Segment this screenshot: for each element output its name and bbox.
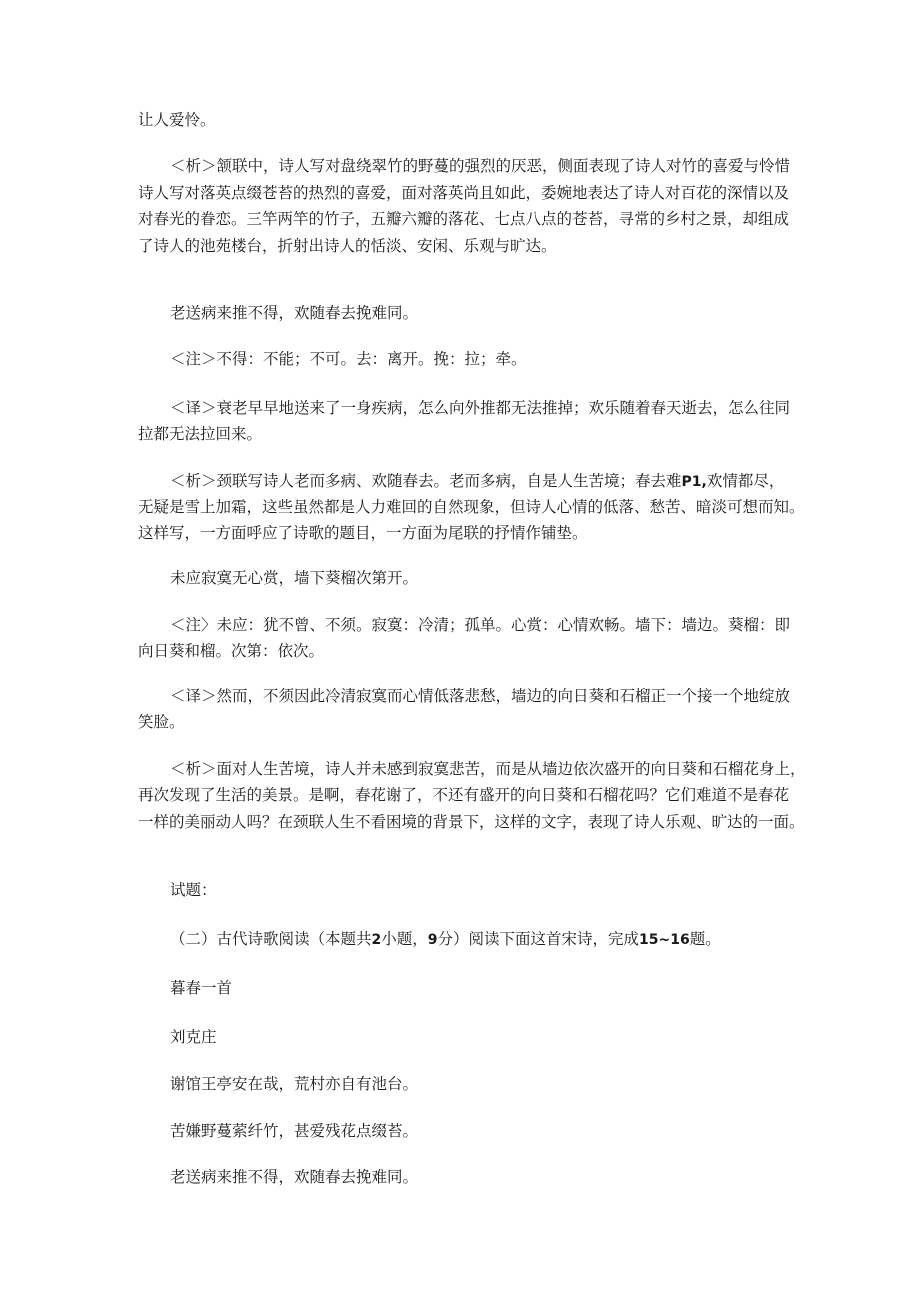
translation-line: 笑脸。 (138, 713, 185, 731)
instruction-number: 2 (371, 932, 382, 948)
note-line: ＜注〉未应：犹不曾、不须。寂寞：冷清；孤单。心赏：心情欢畅。墙下：墙边。葵榴：即 (170, 616, 791, 634)
analysis-paragraph-line: 再次发现了生活的美景。是啊，春花谢了，不还有盛开的向日葵和石榴花吗？它们难道不是春花 (138, 786, 790, 804)
analysis-paragraph-line: ＜析＞颔联中，诗人写对盘绕翠竹的野蔓的强烈的厌恶，侧面表现了诗人对竹的喜爱与怜惜 (170, 157, 791, 175)
question-instruction (170, 927, 721, 952)
instruction-text: 小题， (381, 930, 428, 948)
poem-title: 暮春一首 (170, 979, 233, 997)
instruction-text: （二）古代诗歌阅读（本题共 (170, 930, 372, 948)
translation-line: ＜译＞然而，不须因此冷清寂寞而心情低落悲愁，墙边的向日葵和石榴正一个接一个地绽放 (170, 687, 791, 705)
poem-line: 老送病来推不得，欢随春去挽难同。 (170, 1168, 419, 1186)
translation-line: ＜译＞衰老早早地送来了一身疾病，怎么向外推都无法推掉；欢乐随着春天逝去，怎么往同 (170, 399, 791, 417)
analysis-paragraph-line: 无疑是雪上加霜，这些虽然都是人力难回的自然现象，但诗人心情的低落、愁苦、暗淡可想而知。 (138, 498, 805, 516)
analysis-paragraph-line: ＜析＞面对人生苦境，诗人并未感到寂寞悲苦，而是从墙边依次盛开的向日葵和石榴花身上， (170, 760, 806, 778)
instruction-text: 分）阅读下面这首宋诗，完成 (437, 930, 640, 948)
analysis-text: ＜析＞颈联写诗人老而多病、欢随春去。老而多病，自是人生苦境；春去难 (170, 472, 682, 490)
analysis-paragraph-line: 对春光的眷恋。三竿两竿的竹子，五瓣六瓣的落花、七点八点的苍苔，寻常的乡村之景，却组成 (138, 210, 790, 228)
section-heading: 试题： (170, 881, 217, 899)
poem-line: 老送病来推不得，欢随春去挽难同。 (170, 304, 419, 322)
poem-line: 未应寂寞无心赏，墙下葵榴次第开。 (170, 569, 419, 587)
note-line: ＜注＞不得：不能；不可。去：离开。挽：拉；牵。 (170, 350, 527, 368)
analysis-paragraph-line: 一样的美丽动人吗？在颈联人生不看困境的背景下，这样的文字，表现了诗人乐观、旷达的一面。 (138, 813, 805, 831)
instruction-number: 9 (427, 932, 438, 948)
note-line: 向日葵和榴。次第：依次。 (138, 642, 325, 660)
poem-line: 谢馆王亭安在哉，荒村亦自有池台。 (170, 1075, 419, 1093)
poem-line: 苦嫌野蔓萦纤竹，甚爱残花点缀苔。 (170, 1122, 419, 1140)
analysis-paragraph-line (170, 469, 784, 494)
analysis-paragraph-line: 了诗人的池苑楼台，折射出诗人的恬淡、安闲、乐观与旷达。 (138, 237, 557, 255)
analysis-paragraph-line: 这样写，一方面呼应了诗歌的题目，一方面为尾联的抒情作铺垫。 (138, 524, 588, 542)
poem-author: 刘克庄 (170, 1028, 217, 1046)
page-marker: P1, (681, 474, 707, 490)
analysis-text: 欢情都尽， (706, 472, 785, 490)
instruction-number: 15~16 (639, 932, 690, 948)
translation-line: 拉都无法拉回来。 (138, 425, 263, 443)
analysis-paragraph-line: 诗人写对落英点缀苍苔的热烈的喜爱，面对落英尚且如此，委婉地表达了诗人对百花的深情以及 (138, 184, 790, 202)
instruction-text: 题。 (689, 930, 721, 948)
text-line: 让人爱怜。 (138, 111, 216, 129)
